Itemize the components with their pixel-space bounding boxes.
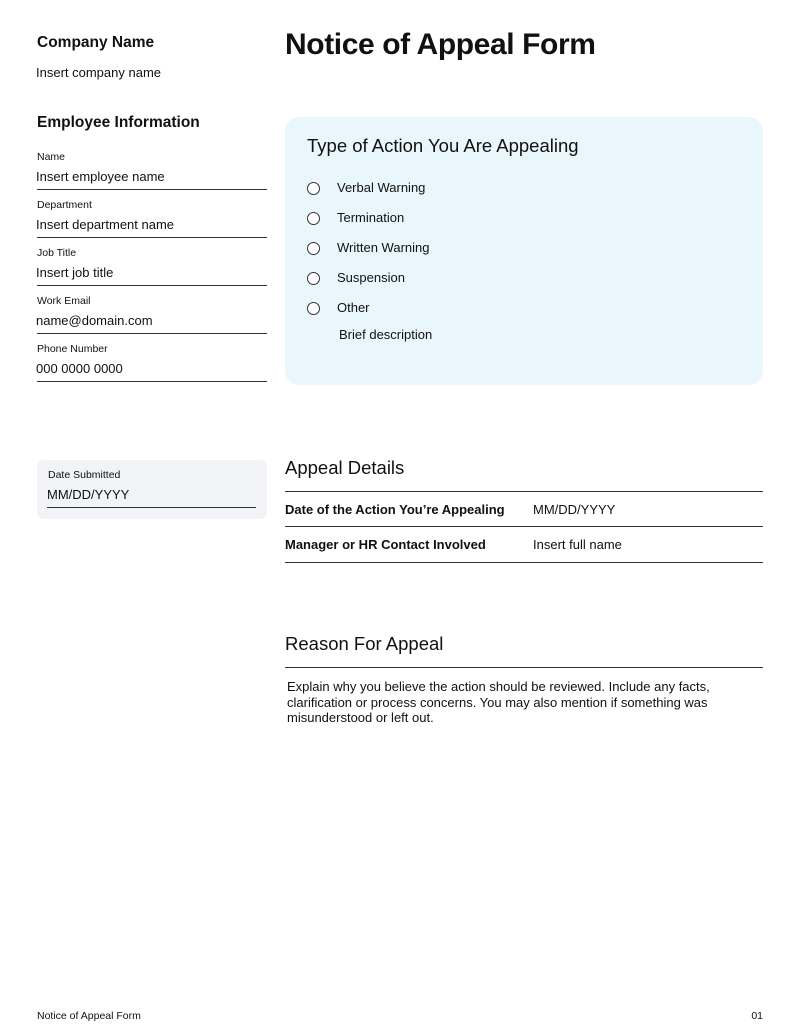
company-name-field[interactable]: Insert company name [36,65,162,80]
date-submitted-field[interactable]: MM/DD/YYYY [47,487,130,502]
field-label: Phone Number [37,343,108,355]
page-number: 01 [751,1010,763,1022]
contact-involved-field[interactable]: Insert full name [533,537,622,552]
radio-button[interactable] [307,242,320,255]
divider [285,667,763,668]
radio-button[interactable] [307,182,320,195]
field-value[interactable]: Insert department name [36,217,175,232]
action-type-title: Type of Action You Are Appealing [307,135,579,156]
action-date-label: Date of the Action You’re Appealing [285,502,505,517]
field-label: Job Title [37,247,77,259]
employee-information-heading: Employee Information [37,114,200,131]
employee-name-field[interactable] [37,142,267,190]
field-label: Work Email [37,295,91,307]
divider [285,562,763,563]
option-label: Suspension [337,270,405,285]
radio-button[interactable] [307,272,320,285]
option-label: Termination [337,210,405,225]
company-name-heading: Company Name [37,34,155,51]
reason-text-field[interactable]: Explain why you believe the action should be reviewed. Include any facts, clarification or process concerns. You may also mention if something was misunderstood or left out. [287,679,710,725]
brief-description-field[interactable]: Brief description [339,327,433,342]
department-field[interactable] [37,190,267,238]
field-value[interactable]: Insert employee name [36,169,165,184]
field-value[interactable]: Insert job title [36,265,114,280]
option-label: Verbal Warning [337,180,426,195]
divider [47,507,256,508]
field-label: Name [37,151,66,163]
field-value[interactable]: 000 0000 0000 [36,361,123,376]
radio-button[interactable] [307,302,320,315]
option-label: Written Warning [337,240,430,255]
work-email-field[interactable] [37,286,267,334]
page-title: Notice of Appeal Form [285,28,596,61]
contact-involved-label: Manager or HR Contact Involved [285,537,486,552]
phone-number-field[interactable] [37,334,267,382]
appeal-details-heading: Appeal Details [285,457,405,478]
radio-button[interactable] [307,212,320,225]
date-submitted-label: Date Submitted [48,469,121,481]
divider [285,526,763,527]
divider [285,491,763,492]
field-label: Department [37,199,92,211]
action-type-panel [285,117,763,385]
date-submitted-box[interactable] [37,460,267,519]
action-date-field[interactable]: MM/DD/YYYY [533,502,616,517]
reason-heading: Reason For Appeal [285,633,444,654]
field-value[interactable]: name@domain.com [36,313,153,328]
job-title-field[interactable] [37,238,267,286]
option-label: Other [337,300,370,315]
footer-title: Notice of Appeal Form [37,1010,141,1022]
